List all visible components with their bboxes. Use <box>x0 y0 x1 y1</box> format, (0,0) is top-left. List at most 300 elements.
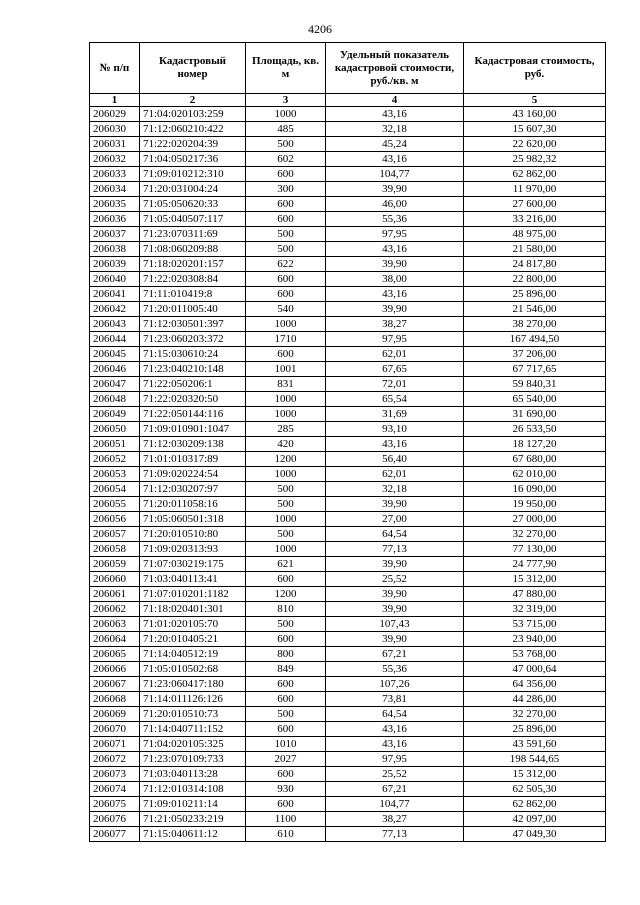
row-index: 206060 <box>90 572 140 587</box>
table-row <box>90 782 606 797</box>
cadastral-number: 71:22:020308:84 <box>140 272 246 287</box>
area-value: 800 <box>246 647 326 662</box>
row-index: 206035 <box>90 197 140 212</box>
row-index: 206066 <box>90 662 140 677</box>
row-index: 206073 <box>90 767 140 782</box>
cadastral-value: 18 127,20 <box>464 437 606 452</box>
cadastral-value: 32 270,00 <box>464 707 606 722</box>
unit-value: 39,90 <box>326 497 464 512</box>
area-value: 849 <box>246 662 326 677</box>
area-value: 1000 <box>246 467 326 482</box>
table-row <box>90 122 606 137</box>
table-row <box>90 287 606 302</box>
cadastral-number: 71:18:020401:301 <box>140 602 246 617</box>
cadastral-value: 43 160,00 <box>464 107 606 122</box>
cadastral-number: 71:09:020313:93 <box>140 542 246 557</box>
table-row <box>90 677 606 692</box>
unit-value: 39,90 <box>326 182 464 197</box>
table-row <box>90 182 606 197</box>
cadastral-value: 32 319,00 <box>464 602 606 617</box>
area-value: 540 <box>246 302 326 317</box>
cadastral-number: 71:05:040507:117 <box>140 212 246 227</box>
cadastral-value: 15 312,00 <box>464 767 606 782</box>
table-row <box>90 212 606 227</box>
area-value: 1000 <box>246 542 326 557</box>
row-index: 206031 <box>90 137 140 152</box>
row-index: 206075 <box>90 797 140 812</box>
cadastral-number: 71:04:050217:36 <box>140 152 246 167</box>
area-value: 500 <box>246 137 326 152</box>
area-value: 1100 <box>246 812 326 827</box>
cadastral-value: 42 097,00 <box>464 812 606 827</box>
cadastral-value: 19 950,00 <box>464 497 606 512</box>
cadastral-value-table <box>89 42 606 842</box>
cadastral-value: 21 546,00 <box>464 302 606 317</box>
cadastral-value: 59 840,31 <box>464 377 606 392</box>
cadastral-value: 38 270,00 <box>464 317 606 332</box>
table-row <box>90 272 606 287</box>
row-index: 206055 <box>90 497 140 512</box>
area-value: 500 <box>246 527 326 542</box>
cadastral-number: 71:15:030610:24 <box>140 347 246 362</box>
table-row <box>90 197 606 212</box>
cadastral-number: 71:12:030209:138 <box>140 437 246 452</box>
row-index: 206030 <box>90 122 140 137</box>
row-index: 206070 <box>90 722 140 737</box>
area-value: 600 <box>246 197 326 212</box>
row-index: 206058 <box>90 542 140 557</box>
row-index: 206046 <box>90 362 140 377</box>
cadastral-value: 15 607,30 <box>464 122 606 137</box>
cadastral-number: 71:22:020204:39 <box>140 137 246 152</box>
cadastral-number: 71:03:040113:28 <box>140 767 246 782</box>
area-value: 810 <box>246 602 326 617</box>
header-index: № п/п <box>90 43 140 94</box>
row-index: 206062 <box>90 602 140 617</box>
cadastral-value: 25 896,00 <box>464 287 606 302</box>
area-value: 1000 <box>246 392 326 407</box>
unit-value: 45,24 <box>326 137 464 152</box>
area-value: 621 <box>246 557 326 572</box>
table-body <box>90 107 606 842</box>
cadastral-number: 71:01:020105:70 <box>140 617 246 632</box>
table-row <box>90 827 606 842</box>
header-cadastral-number: Кадастровый номер <box>140 43 246 94</box>
area-value: 1000 <box>246 512 326 527</box>
area-value: 600 <box>246 287 326 302</box>
area-value: 610 <box>246 827 326 842</box>
cadastral-value: 65 540,00 <box>464 392 606 407</box>
table-row <box>90 512 606 527</box>
unit-value: 43,16 <box>326 737 464 752</box>
table-row <box>90 722 606 737</box>
cadastral-value: 11 970,00 <box>464 182 606 197</box>
cadastral-value: 32 270,00 <box>464 527 606 542</box>
table-row <box>90 227 606 242</box>
cadastral-value: 43 591,60 <box>464 737 606 752</box>
unit-value: 43,16 <box>326 107 464 122</box>
table-row <box>90 482 606 497</box>
row-index: 206053 <box>90 467 140 482</box>
unit-value: 25,52 <box>326 767 464 782</box>
cadastral-number: 71:20:011005:40 <box>140 302 246 317</box>
row-index: 206047 <box>90 377 140 392</box>
unit-value: 72,01 <box>326 377 464 392</box>
cadastral-value: 62 010,00 <box>464 467 606 482</box>
table-row <box>90 662 606 677</box>
cadastral-value: 64 356,00 <box>464 677 606 692</box>
cadastral-number: 71:21:050233:219 <box>140 812 246 827</box>
cadastral-value: 62 862,00 <box>464 797 606 812</box>
area-value: 600 <box>246 632 326 647</box>
table-row <box>90 257 606 272</box>
row-index: 206044 <box>90 332 140 347</box>
area-value: 1001 <box>246 362 326 377</box>
table-row <box>90 407 606 422</box>
area-value: 1200 <box>246 587 326 602</box>
cadastral-number: 71:05:010502:68 <box>140 662 246 677</box>
cadastral-value: 62 862,00 <box>464 167 606 182</box>
unit-value: 43,16 <box>326 152 464 167</box>
area-value: 500 <box>246 482 326 497</box>
table-row <box>90 167 606 182</box>
cadastral-number: 71:09:010212:310 <box>140 167 246 182</box>
cadastral-number: 71:09:010211:14 <box>140 797 246 812</box>
row-index: 206068 <box>90 692 140 707</box>
row-index: 206072 <box>90 752 140 767</box>
table-row <box>90 737 606 752</box>
cadastral-number: 71:20:010510:80 <box>140 527 246 542</box>
row-index: 206042 <box>90 302 140 317</box>
area-value: 600 <box>246 692 326 707</box>
cadastral-value: 67 680,00 <box>464 452 606 467</box>
cadastral-number: 71:14:040512:19 <box>140 647 246 662</box>
area-value: 600 <box>246 167 326 182</box>
cadastral-value: 53 768,00 <box>464 647 606 662</box>
cadastral-value: 44 286,00 <box>464 692 606 707</box>
unit-value: 46,00 <box>326 197 464 212</box>
unit-value: 97,95 <box>326 752 464 767</box>
row-index: 206034 <box>90 182 140 197</box>
row-index: 206077 <box>90 827 140 842</box>
area-value: 285 <box>246 422 326 437</box>
table-row <box>90 497 606 512</box>
unit-value: 97,95 <box>326 332 464 347</box>
table-row <box>90 362 606 377</box>
area-value: 500 <box>246 242 326 257</box>
unit-value: 38,00 <box>326 272 464 287</box>
unit-value: 32,18 <box>326 122 464 137</box>
cadastral-value: 62 505,30 <box>464 782 606 797</box>
table-row <box>90 422 606 437</box>
area-value: 1010 <box>246 737 326 752</box>
area-value: 500 <box>246 707 326 722</box>
cadastral-number: 71:08:060209:88 <box>140 242 246 257</box>
row-index: 206069 <box>90 707 140 722</box>
column-number: 4 <box>326 94 464 107</box>
row-index: 206043 <box>90 317 140 332</box>
cadastral-number: 71:20:010405:21 <box>140 632 246 647</box>
table-row <box>90 572 606 587</box>
area-value: 2027 <box>246 752 326 767</box>
cadastral-value: 22 620,00 <box>464 137 606 152</box>
unit-value: 77,13 <box>326 542 464 557</box>
area-value: 500 <box>246 497 326 512</box>
row-index: 206076 <box>90 812 140 827</box>
table-row <box>90 602 606 617</box>
row-index: 206056 <box>90 512 140 527</box>
cadastral-number: 71:03:040113:41 <box>140 572 246 587</box>
table-row <box>90 242 606 257</box>
cadastral-value: 23 940,00 <box>464 632 606 647</box>
cadastral-number: 71:14:040711:152 <box>140 722 246 737</box>
page-number: 4206 <box>308 22 332 36</box>
table-row <box>90 317 606 332</box>
unit-value: 43,16 <box>326 722 464 737</box>
table-row <box>90 692 606 707</box>
table-row <box>90 752 606 767</box>
unit-value: 64,54 <box>326 707 464 722</box>
unit-value: 62,01 <box>326 467 464 482</box>
cadastral-number: 71:22:020320:50 <box>140 392 246 407</box>
area-value: 420 <box>246 437 326 452</box>
table-row <box>90 557 606 572</box>
row-index: 206037 <box>90 227 140 242</box>
area-value: 622 <box>246 257 326 272</box>
row-index: 206032 <box>90 152 140 167</box>
area-value: 1000 <box>246 407 326 422</box>
table-row <box>90 392 606 407</box>
unit-value: 39,90 <box>326 257 464 272</box>
unit-value: 38,27 <box>326 317 464 332</box>
cadastral-value: 25 982,32 <box>464 152 606 167</box>
area-value: 1710 <box>246 332 326 347</box>
unit-value: 39,90 <box>326 632 464 647</box>
table-row <box>90 452 606 467</box>
column-number: 5 <box>464 94 606 107</box>
area-value: 600 <box>246 722 326 737</box>
cadastral-value: 24 817,80 <box>464 257 606 272</box>
row-index: 206063 <box>90 617 140 632</box>
cadastral-number: 71:20:031004:24 <box>140 182 246 197</box>
area-value: 831 <box>246 377 326 392</box>
cadastral-value: 47 000,64 <box>464 662 606 677</box>
table-row <box>90 797 606 812</box>
unit-value: 32,18 <box>326 482 464 497</box>
cadastral-number: 71:23:040210:148 <box>140 362 246 377</box>
area-value: 600 <box>246 347 326 362</box>
unit-value: 77,13 <box>326 827 464 842</box>
table-row <box>90 377 606 392</box>
row-index: 206048 <box>90 392 140 407</box>
cadastral-number: 71:18:020201:157 <box>140 257 246 272</box>
table-header-row <box>90 43 606 94</box>
cadastral-number: 71:04:020105:325 <box>140 737 246 752</box>
column-number: 3 <box>246 94 326 107</box>
cadastral-value: 31 690,00 <box>464 407 606 422</box>
cadastral-number: 71:23:070109:733 <box>140 752 246 767</box>
area-value: 930 <box>246 782 326 797</box>
cadastral-value: 198 544,65 <box>464 752 606 767</box>
table-row <box>90 587 606 602</box>
area-value: 600 <box>246 677 326 692</box>
area-value: 600 <box>246 572 326 587</box>
cadastral-value: 26 533,50 <box>464 422 606 437</box>
table-row <box>90 437 606 452</box>
table-row <box>90 527 606 542</box>
cadastral-number: 71:05:060501:318 <box>140 512 246 527</box>
row-index: 206067 <box>90 677 140 692</box>
table-row <box>90 467 606 482</box>
header-cadastral-value: Кадастровая стоимость, руб. <box>464 43 606 94</box>
header-unit-value: Удельный показатель кадастровой стоимости, руб./кв. м <box>326 43 464 94</box>
row-index: 206051 <box>90 437 140 452</box>
unit-value: 67,21 <box>326 647 464 662</box>
unit-value: 43,16 <box>326 242 464 257</box>
cadastral-number: 71:11:010419:8 <box>140 287 246 302</box>
column-number: 2 <box>140 94 246 107</box>
table-row <box>90 137 606 152</box>
area-value: 485 <box>246 122 326 137</box>
unit-value: 73,81 <box>326 692 464 707</box>
cadastral-number: 71:15:040611:12 <box>140 827 246 842</box>
cadastral-number: 71:23:070311:69 <box>140 227 246 242</box>
cadastral-value: 67 717,65 <box>464 362 606 377</box>
unit-value: 65,54 <box>326 392 464 407</box>
table-row <box>90 707 606 722</box>
table-row <box>90 617 606 632</box>
table-row <box>90 812 606 827</box>
area-value: 500 <box>246 227 326 242</box>
area-value: 1200 <box>246 452 326 467</box>
unit-value: 39,90 <box>326 587 464 602</box>
cadastral-number: 71:20:011058:16 <box>140 497 246 512</box>
cadastral-value: 53 715,00 <box>464 617 606 632</box>
unit-value: 104,77 <box>326 797 464 812</box>
cadastral-number: 71:12:030207:97 <box>140 482 246 497</box>
cadastral-value: 167 494,50 <box>464 332 606 347</box>
cadastral-number: 71:09:010901:1047 <box>140 422 246 437</box>
cadastral-value: 24 777,90 <box>464 557 606 572</box>
area-value: 600 <box>246 797 326 812</box>
cadastral-number: 71:23:060203:372 <box>140 332 246 347</box>
unit-value: 43,16 <box>326 287 464 302</box>
area-value: 1000 <box>246 317 326 332</box>
cadastral-value: 15 312,00 <box>464 572 606 587</box>
row-index: 206065 <box>90 647 140 662</box>
area-value: 500 <box>246 617 326 632</box>
unit-value: 39,90 <box>326 557 464 572</box>
unit-value: 62,01 <box>326 347 464 362</box>
row-index: 206064 <box>90 632 140 647</box>
cadastral-number: 71:07:010201:1182 <box>140 587 246 602</box>
cadastral-number: 71:12:010314:108 <box>140 782 246 797</box>
area-value: 600 <box>246 767 326 782</box>
row-index: 206049 <box>90 407 140 422</box>
row-index: 206039 <box>90 257 140 272</box>
cadastral-number: 71:23:060417:180 <box>140 677 246 692</box>
unit-value: 39,90 <box>326 302 464 317</box>
cadastral-value: 27 600,00 <box>464 197 606 212</box>
unit-value: 104,77 <box>326 167 464 182</box>
unit-value: 107,43 <box>326 617 464 632</box>
table-row <box>90 647 606 662</box>
unit-value: 93,10 <box>326 422 464 437</box>
table-row <box>90 347 606 362</box>
area-value: 300 <box>246 182 326 197</box>
table-row <box>90 767 606 782</box>
unit-value: 43,16 <box>326 437 464 452</box>
header-area: Площадь, кв. м <box>246 43 326 94</box>
row-index: 206036 <box>90 212 140 227</box>
cadastral-number: 71:22:050144:116 <box>140 407 246 422</box>
cadastral-value: 47 049,30 <box>464 827 606 842</box>
unit-value: 64,54 <box>326 527 464 542</box>
row-index: 206059 <box>90 557 140 572</box>
unit-value: 56,40 <box>326 452 464 467</box>
cadastral-number: 71:22:050206:1 <box>140 377 246 392</box>
row-index: 206061 <box>90 587 140 602</box>
table-row <box>90 332 606 347</box>
unit-value: 67,65 <box>326 362 464 377</box>
row-index: 206041 <box>90 287 140 302</box>
cadastral-value: 77 130,00 <box>464 542 606 557</box>
cadastral-number: 71:12:060210:422 <box>140 122 246 137</box>
column-number-row <box>90 94 606 107</box>
row-index: 206040 <box>90 272 140 287</box>
cadastral-number: 71:14:011126:126 <box>140 692 246 707</box>
row-index: 206054 <box>90 482 140 497</box>
cadastral-number: 71:12:030501:397 <box>140 317 246 332</box>
unit-value: 25,52 <box>326 572 464 587</box>
cadastral-value: 37 206,00 <box>464 347 606 362</box>
cadastral-value: 25 896,00 <box>464 722 606 737</box>
cadastral-number: 71:04:020103:259 <box>140 107 246 122</box>
cadastral-value: 47 880,00 <box>464 587 606 602</box>
cadastral-value: 27 000,00 <box>464 512 606 527</box>
cadastral-value: 33 216,00 <box>464 212 606 227</box>
cadastral-number: 71:09:020224:54 <box>140 467 246 482</box>
row-index: 206052 <box>90 452 140 467</box>
cadastral-value: 21 580,00 <box>464 242 606 257</box>
table-row <box>90 107 606 122</box>
table-row <box>90 302 606 317</box>
unit-value: 97,95 <box>326 227 464 242</box>
area-value: 600 <box>246 272 326 287</box>
table-row <box>90 542 606 557</box>
row-index: 206033 <box>90 167 140 182</box>
row-index: 206050 <box>90 422 140 437</box>
table-row <box>90 632 606 647</box>
unit-value: 107,26 <box>326 677 464 692</box>
unit-value: 39,90 <box>326 602 464 617</box>
unit-value: 55,36 <box>326 212 464 227</box>
cadastral-value: 22 800,00 <box>464 272 606 287</box>
unit-value: 67,21 <box>326 782 464 797</box>
row-index: 206071 <box>90 737 140 752</box>
unit-value: 38,27 <box>326 812 464 827</box>
area-value: 600 <box>246 212 326 227</box>
unit-value: 31,69 <box>326 407 464 422</box>
row-index: 206045 <box>90 347 140 362</box>
cadastral-number: 71:20:010510:73 <box>140 707 246 722</box>
row-index: 206038 <box>90 242 140 257</box>
cadastral-number: 71:01:010317:89 <box>140 452 246 467</box>
row-index: 206057 <box>90 527 140 542</box>
column-number: 1 <box>90 94 140 107</box>
cadastral-number: 71:07:030219:175 <box>140 557 246 572</box>
unit-value: 27,00 <box>326 512 464 527</box>
